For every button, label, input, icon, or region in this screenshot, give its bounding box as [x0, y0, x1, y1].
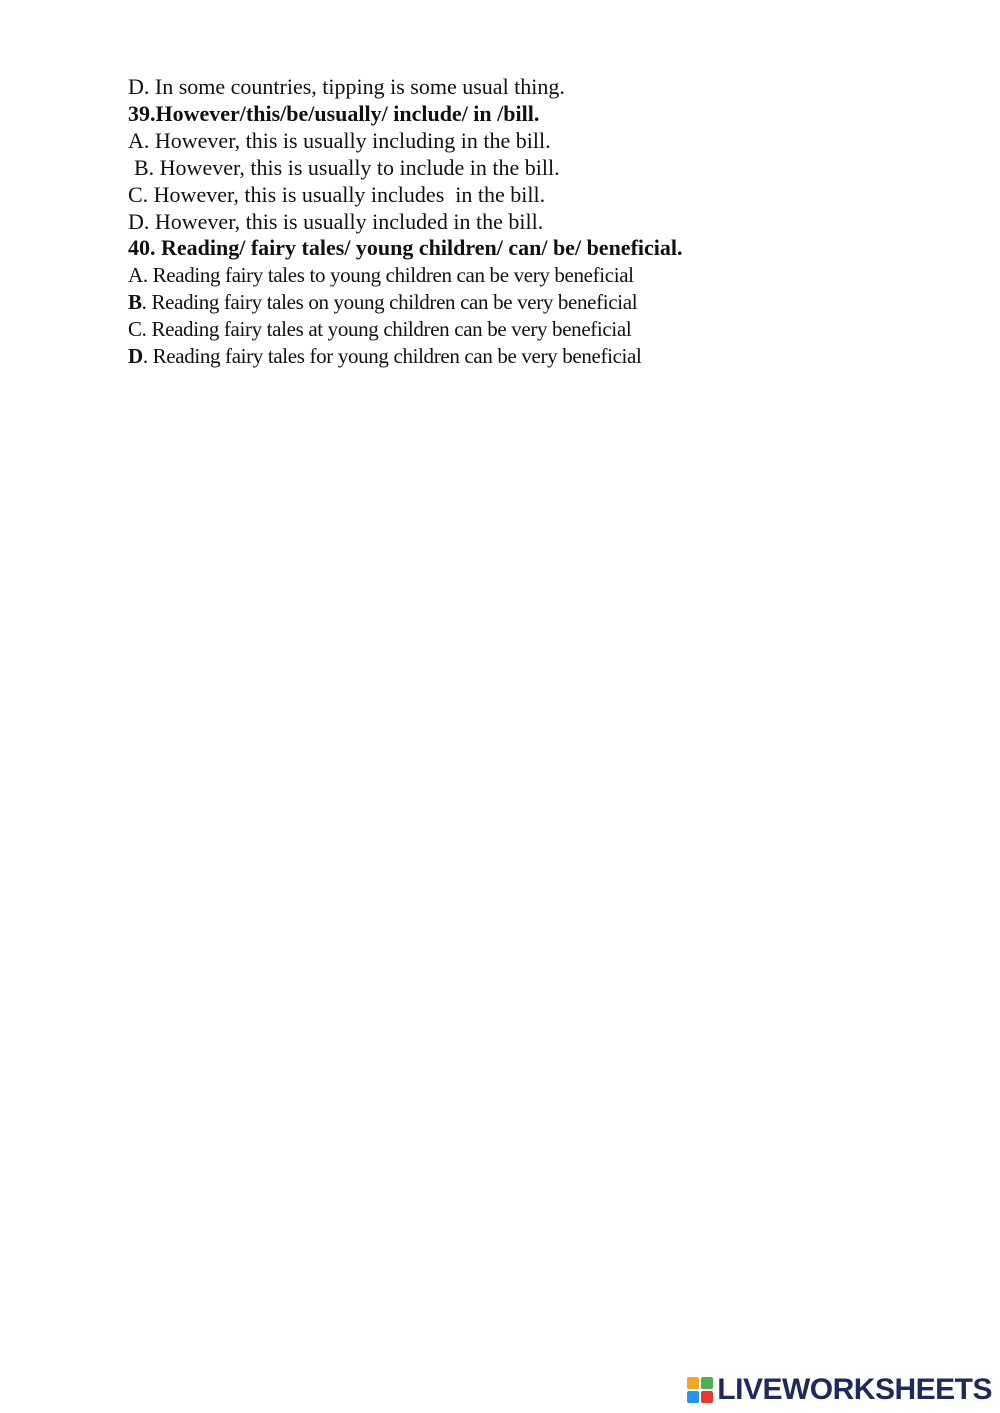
option-40-d — [128, 343, 948, 370]
option-40-a: A. Reading fairy tales to young children can be very beneficial — [128, 263, 634, 288]
option-40-c: C. Reading fairy tales at young children can be very beneficial — [128, 317, 632, 342]
option-text: . Reading fairy tales on young children can be very beneficial — [141, 290, 638, 315]
question-40-prompt: 40. Reading/ fairy tales/ young children/ can/ be/ beneficial. — [128, 235, 683, 261]
liveworksheets-watermark — [687, 1373, 992, 1407]
logo-square — [687, 1391, 699, 1403]
option-39-b: B. However, this is usually to include in the bill. — [134, 154, 560, 180]
question-list — [128, 74, 948, 370]
logo-square — [687, 1377, 699, 1389]
logo-square — [701, 1391, 713, 1403]
option-39-a: A. However, this is usually including in the bill. — [128, 127, 551, 153]
option-39-d: D. However, this is usually included in the bill. — [128, 208, 544, 234]
option-letter: D — [128, 344, 143, 369]
option-40-b — [128, 289, 948, 316]
liveworksheets-logo-icon — [687, 1377, 713, 1403]
logo-square — [701, 1377, 713, 1389]
watermark-text: LIVEWORKSHEETS — [717, 1373, 992, 1406]
option-letter: B — [128, 290, 142, 315]
option-text: . Reading fairy tales for young children can be very beneficial — [142, 344, 642, 369]
question-39-prompt: 39.However/this/be/usually/ include/ in /bill. — [128, 100, 540, 126]
option-39-c: C. However, this is usually includes in the bill. — [128, 181, 546, 207]
option-38-d: D. In some countries, tipping is some usual thing. — [128, 74, 565, 99]
